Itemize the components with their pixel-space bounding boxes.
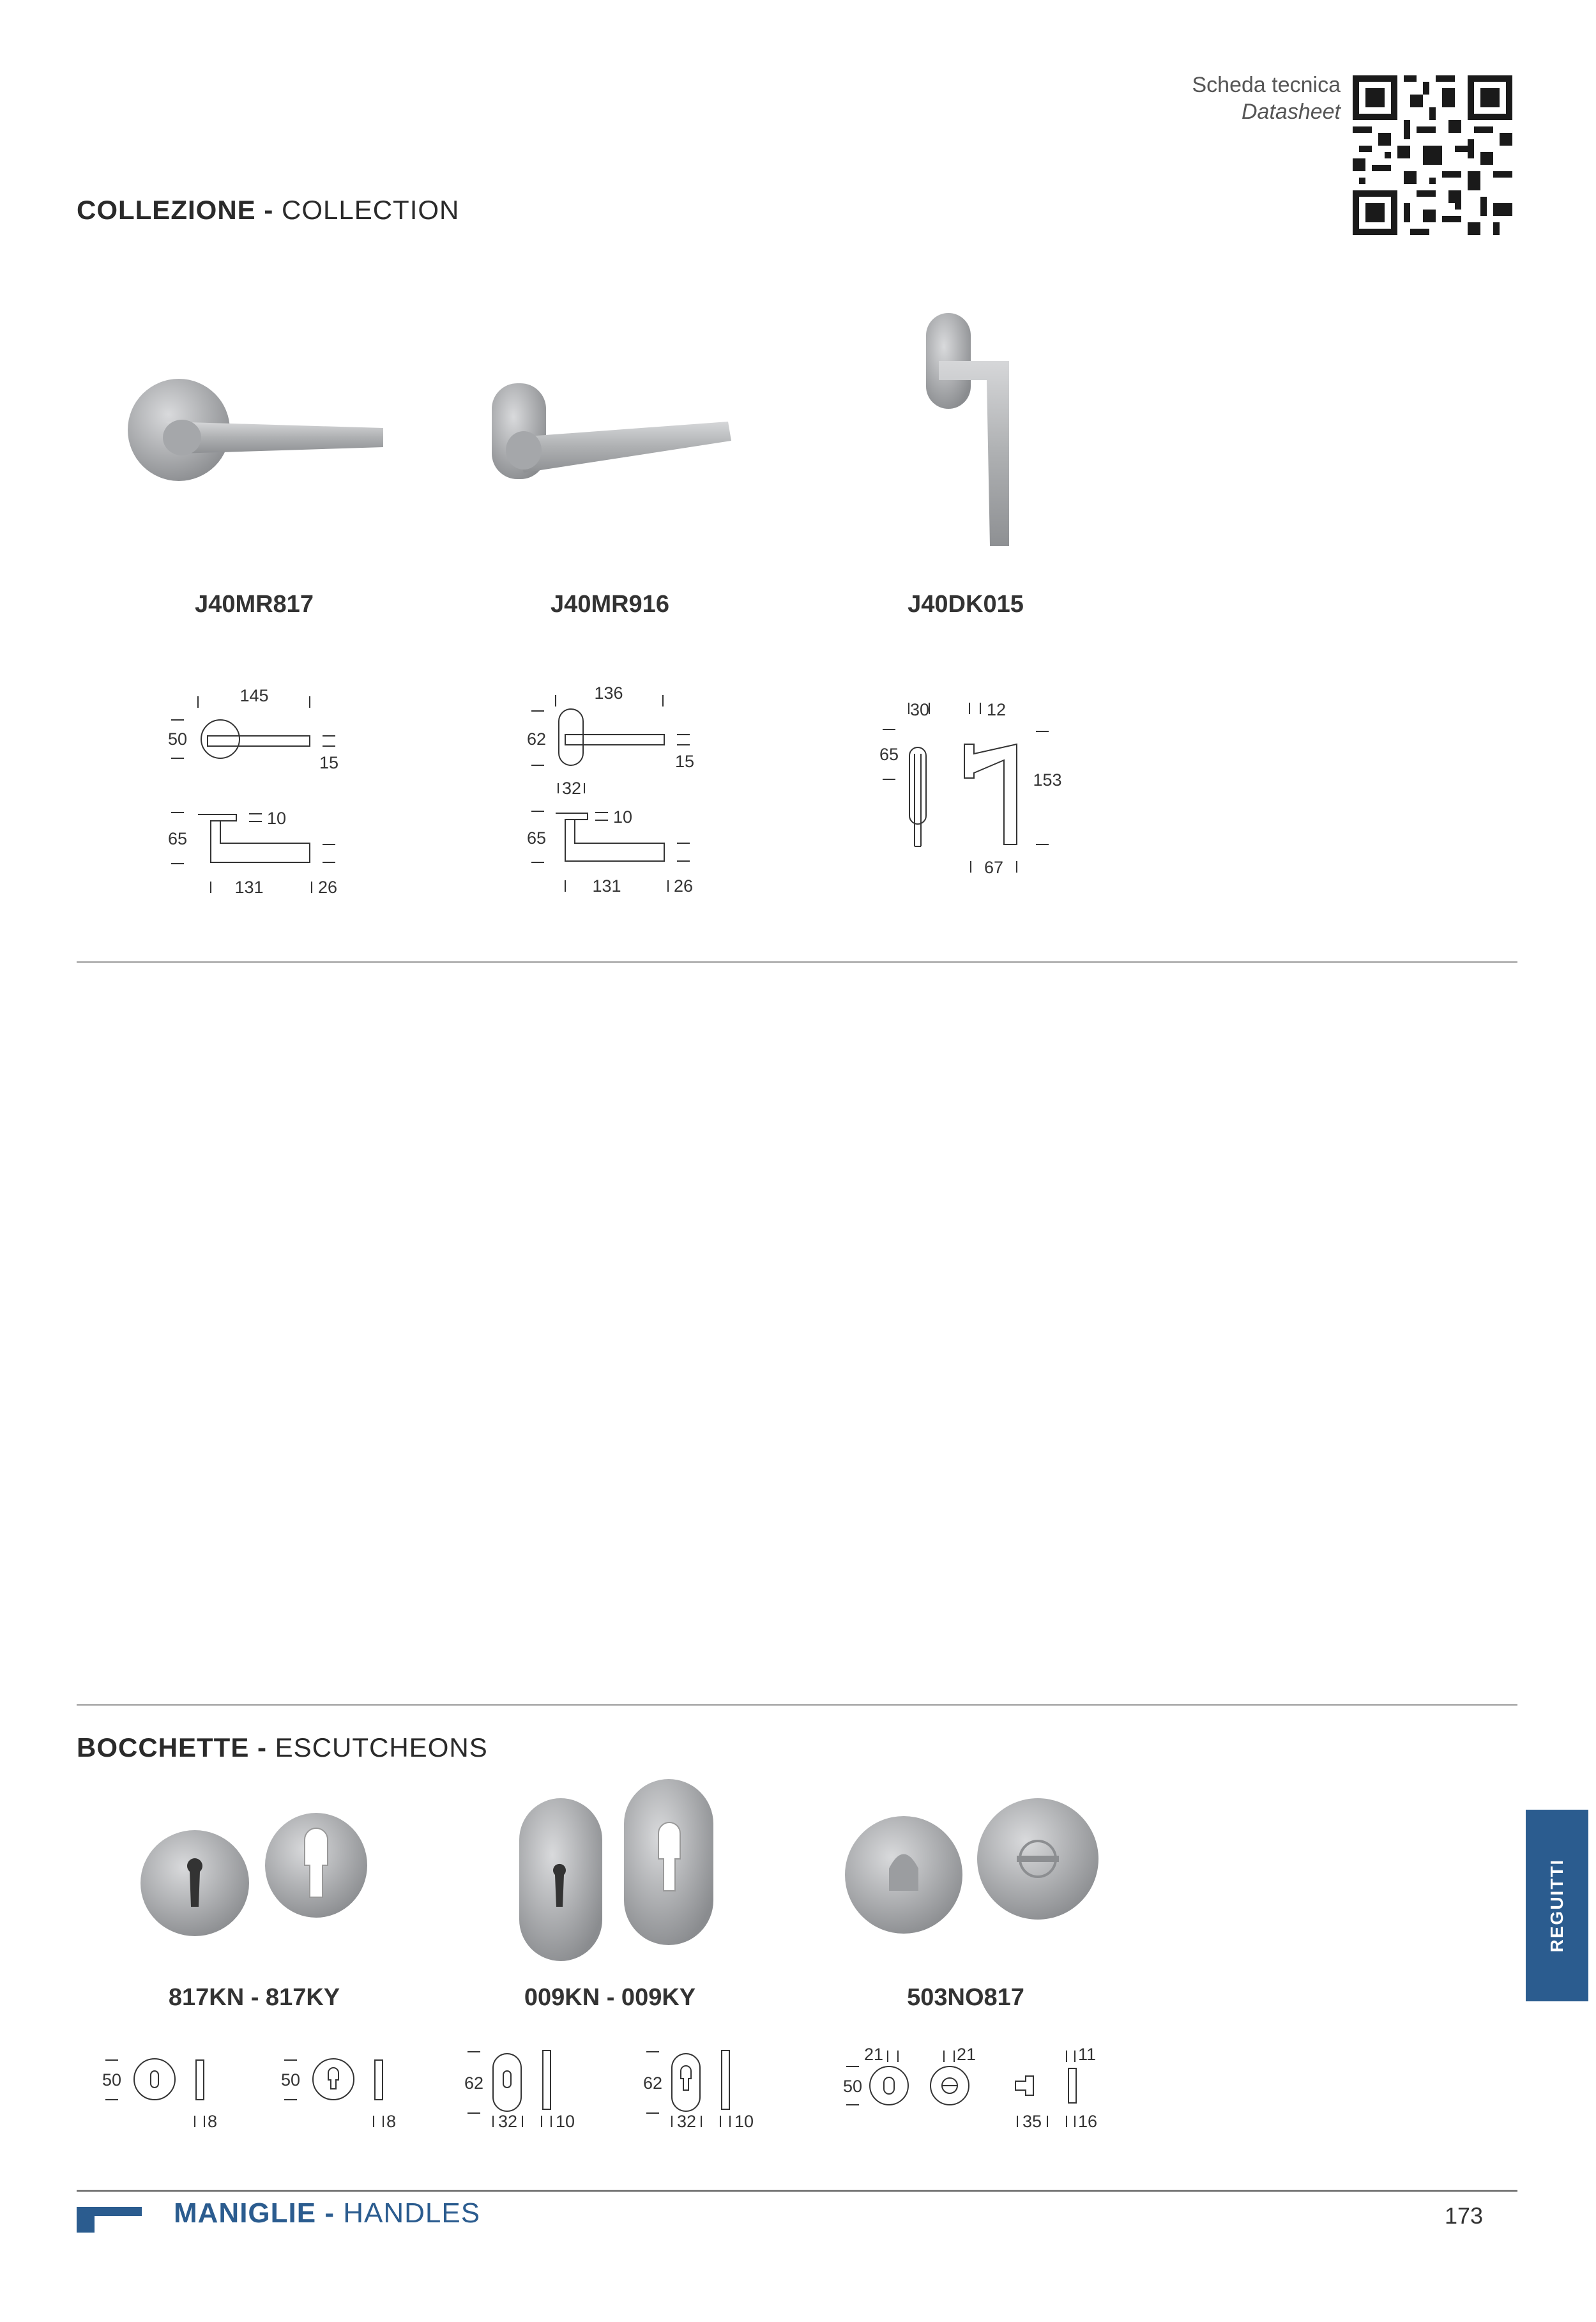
dim-projection: 35	[1022, 2112, 1042, 2131]
dim-thickness: 11	[1078, 2045, 1097, 2064]
handle-j40mr916-photo	[485, 377, 741, 492]
dim-height: 62	[464, 2074, 484, 2093]
brand-logo-icon	[77, 2207, 142, 2233]
divider	[77, 961, 1517, 963]
product-code: J40MR817	[195, 591, 314, 618]
escutcheon-817-photo	[137, 1801, 380, 1942]
escutcheons-title-light: ESCUTCHEONS	[267, 1732, 488, 1762]
dim-diameter: 50	[102, 2070, 122, 2089]
dim-height: 65	[167, 829, 188, 848]
brand-side-tab	[1526, 1810, 1588, 2001]
collection-title-light: COLLECTION	[273, 195, 460, 225]
dim-projection: 131	[592, 876, 621, 896]
dim-height: 65	[526, 829, 547, 848]
drawing-817ky	[275, 2038, 422, 2140]
dim-width: 30	[909, 700, 930, 719]
dim-thickness: 15	[674, 752, 695, 771]
footer-divider	[77, 2190, 1517, 2192]
escutcheon-503-photo	[843, 1795, 1105, 1948]
qr-code-icon[interactable]	[1353, 75, 1512, 235]
drawing-j40mr817	[160, 677, 364, 901]
divider	[77, 1704, 1517, 1706]
dim-rose: 50	[167, 729, 188, 749]
collection-title	[77, 195, 459, 225]
datasheet-line-1: Scheda tecnica	[1192, 73, 1341, 97]
datasheet-line-2: Datasheet	[1242, 100, 1341, 124]
product-code: J40DK015	[908, 591, 1024, 618]
drawing-j40dk015	[869, 696, 1079, 888]
drawing-009ky	[632, 2031, 792, 2140]
escutcheon-009-photo	[514, 1769, 725, 1967]
collection-title-bold: COLLEZIONE -	[77, 195, 274, 225]
drawing-817kn	[96, 2038, 243, 2140]
dim-projection: 67	[984, 858, 1004, 877]
dim-thickness: 8	[208, 2112, 218, 2131]
footer-title-bold: MANIGLIE -	[174, 2197, 335, 2229]
dim-thickness: 15	[319, 753, 339, 772]
datasheet-label	[1192, 72, 1341, 125]
dim-thickness: 8	[386, 2112, 397, 2131]
handle-j40dk015-photo	[920, 310, 1022, 553]
drawing-009kn	[453, 2031, 613, 2140]
dim-width: 32	[498, 2112, 518, 2131]
dim-length: 136	[594, 684, 623, 703]
brand-side-tab-label: REGUITTI	[1547, 1858, 1567, 1953]
drawing-503no817	[830, 2031, 1118, 2140]
dim-thickness: 10	[734, 2112, 754, 2131]
dim-diameter: 50	[842, 2077, 863, 2096]
dim-rose: 62	[526, 729, 547, 749]
dim-thickness: 10	[556, 2112, 575, 2131]
dim-grip: 26	[674, 876, 694, 896]
dim-depth: 10	[267, 809, 287, 828]
dim-depth: 10	[613, 807, 633, 827]
escutcheons-title	[77, 1732, 488, 1763]
dim-width: 32	[676, 2112, 697, 2131]
dim-diameter: 50	[280, 2070, 301, 2089]
dim-length: 153	[1033, 770, 1062, 790]
dim-length: 145	[239, 686, 269, 705]
product-code: 503NO817	[907, 1984, 1024, 2011]
dim-projection: 131	[234, 878, 264, 897]
dim-width: 32	[562, 779, 582, 798]
drawing-j40mr916	[517, 676, 722, 899]
page-number: 173	[1445, 2203, 1484, 2229]
handle-j40mr817-photo	[121, 358, 390, 485]
dim-height: 65	[879, 745, 899, 764]
dim-height: 62	[642, 2074, 663, 2093]
dim-offset-left: 21	[863, 2045, 884, 2064]
product-code: J40MR916	[551, 591, 669, 618]
footer-title	[174, 2197, 480, 2229]
footer-title-light: HANDLES	[334, 2197, 481, 2229]
product-code: 817KN - 817KY	[168, 1984, 340, 2011]
product-code: 009KN - 009KY	[524, 1984, 696, 2011]
escutcheons-title-bold: BOCCHETTE -	[77, 1732, 267, 1762]
dim-thickness: 12	[987, 700, 1007, 719]
dim-offset-right: 21	[957, 2045, 977, 2064]
dim-spindle: 16	[1078, 2112, 1098, 2131]
dim-grip: 26	[318, 878, 338, 897]
